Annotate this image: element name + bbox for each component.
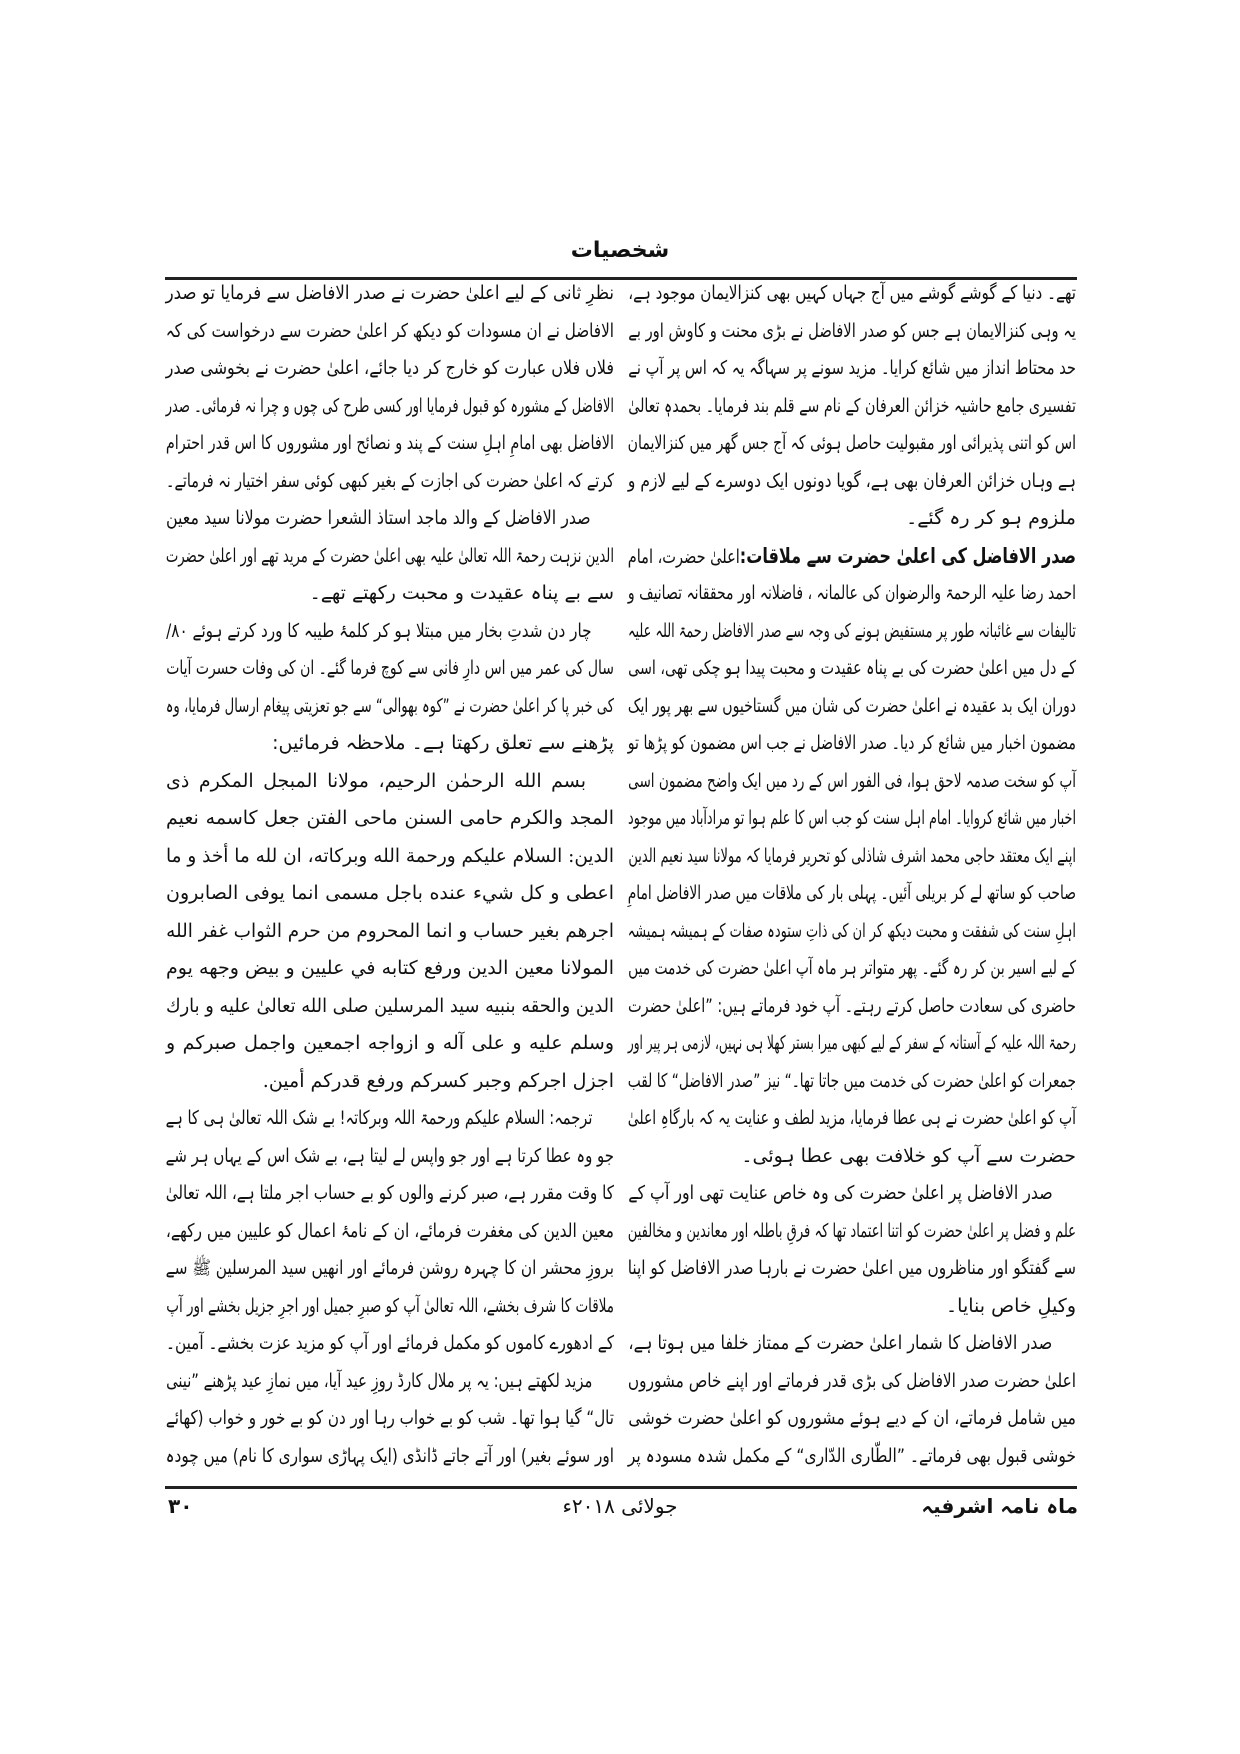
text-line: الافاضل کے مشورہ کو قبول فرمایا اور کسی طرح کی چوں و چرا نہ فرمائی۔ صدر bbox=[165, 394, 615, 417]
text-line: المجد والكرم حامی السنن ماحی الفتن جعل كاسمه نعيم bbox=[166, 807, 614, 829]
text-line: ملزوم ہو کر رہ گئے۔ bbox=[906, 507, 1076, 529]
text-line: اجزل اجركم وجبر كسركم ورفع قدركم أمين. bbox=[262, 1069, 614, 1092]
text-line: اجرهم بغير حساب و انما المحروم من حرم الثواب غفر الله bbox=[166, 919, 614, 942]
text-line: حد محتاط انداز میں شائع کرایا۔ مزید سونے پر سہاگہ یہ کہ اس پر آپ نے bbox=[628, 357, 1076, 379]
text-line: جمعرات کو اعلیٰ حضرت کی خدمت میں جاتا تھا۔“ نیز ”صدر الافاضل“ کا لقب bbox=[627, 1069, 1076, 1092]
text-line: الدين: السلام عليكم ورحمة الله وبركاته، ان لله ما أخذ و ما bbox=[165, 844, 614, 867]
left-column bbox=[166, 275, 614, 1475]
text-line: اہلِ سنت کی شفقت و محبت دیکھ کر ان کی ذاتِ ستودہ صفات کے ہمیشہ ہمیشہ bbox=[627, 919, 1076, 942]
text-line: المولانا معين الدين ورفع كتابه في عليين و بيض وجهه يوم bbox=[166, 957, 614, 979]
text-line: دوران ایک بد عقیدہ نے اعلیٰ حضرت کی شان میں گستاخیوں سے بھر پور ایک bbox=[627, 694, 1076, 717]
text-line: نظرِ ثانی کے لیے اعلیٰ حضرت نے صدر الافاضل سے فرمایا تو صدر bbox=[165, 282, 614, 304]
text-line: کی خبر پا کر اعلیٰ حضرت نے ”کوہ بھوالی“ سے جو تعزیتی پیغام ارسال فرمایا، وہ bbox=[165, 694, 615, 717]
text-line: کا وقت مقرر ہے، صبر کرنے والوں کو بے حساب اجر ملتا ہے، اللہ تعالیٰ bbox=[165, 1182, 614, 1204]
text-line: اعطى و كل شيء عنده باجل مسمى انما يوفى الصابرون bbox=[166, 882, 614, 904]
text-line: آپ کو اعلیٰ حضرت نے ہی عطا فرمایا، مزید لطف و عنایت یہ کہ بارگاہِ اعلیٰ bbox=[627, 1107, 1076, 1129]
text-line: حاضری کی سعادت حاصل کرتے رہتے۔ آپ خود فرماتے ہیں: ”اعلیٰ حضرت bbox=[628, 994, 1076, 1017]
text-line: تالیفات سے غائبانہ طور پر مستفیض ہونے کی وجہ سے صدر الافاضل رحمۃ اللہ علیہ bbox=[628, 619, 1076, 642]
text-line: سے گفتگو اور مناظروں میں اعلیٰ حضرت نے بارہا صدر الافاضل کو اپنا bbox=[627, 1257, 1076, 1279]
subheading: صدر الافاضل کی اعلیٰ حضرت سے ملاقات: bbox=[739, 543, 1076, 568]
text-line: سال کی عمر میں اس دارِ فانی سے کوچ فرما گئے۔ ان کی وفات حسرت آیات bbox=[166, 657, 614, 679]
text-line: اس کو اتنی پذیرائی اور مقبولیت حاصل ہوئی کہ آج جس گھر میں کنزالایمان bbox=[627, 432, 1076, 454]
text-line: بسم الله الرحمٰن الرحيم، مولانا المبجل المكرم ذی bbox=[166, 769, 586, 792]
text-line: الافاضل بھی امامِ اہلِ سنت کے پند و نصائح اور مشوروں کا اس قدر احترام bbox=[165, 432, 614, 454]
issue-date: جولائی ۲۰۱۸ء bbox=[562, 1494, 678, 1518]
text-line: جو وہ عطا کرتا ہے اور جو واپس لے لیتا ہے، بے شک اس کے یہاں ہر شے bbox=[165, 1144, 614, 1167]
text-line: اور سوئے بغیر) اور آتے جاتے ڈانڈی (ایک پہاڑی سواری کا نام) میں چودہ bbox=[165, 1444, 614, 1467]
footer-divider bbox=[165, 1486, 1077, 1489]
text-line: کے لیے اسیر بن کر رہ گئے۔ پھر متواتر ہر ماہ آپ اعلیٰ حضرت کی خدمت میں bbox=[628, 957, 1076, 979]
text-line: ترجمہ: السلام علیکم ورحمۃ اللہ وبرکاتہ! بے شک اللہ تعالیٰ ہی کا ہے bbox=[165, 1107, 593, 1129]
text-line: تھے۔ دنیا کے گوشے گوشے میں آج جہاں کہیں بھی کنزالایمان موجود ہے، bbox=[628, 282, 1076, 304]
text-line: حضرت سے آپ کو خلافت بھی عطا ہوئی۔ bbox=[741, 1144, 1076, 1167]
text-line: صدر الافاضل پر اعلیٰ حضرت کی وہ خاص عنایت تھی اور آپ کے bbox=[628, 1182, 1053, 1204]
text-line: مزید لکھتے ہیں: یہ پر ملال کارڈ روزِ عید آیا، میں نمازِ عید پڑھنے ”نینی bbox=[166, 1369, 593, 1392]
text-line: فلاں فلاں عبارت کو خارج کر دیا جائے، اعلیٰ حضرت نے بخوشی صدر bbox=[165, 357, 614, 379]
text-line: اخبار میں شائع کروایا۔ امام اہل سنت کو جب اس کا علم ہوا تو مرادآباد میں موجود bbox=[628, 807, 1076, 829]
text-line: کے دل میں اعلیٰ حضرت کی بے پناہ عقیدت و محبت پیدا ہو چکی تھی، اسی bbox=[628, 657, 1076, 679]
text-line: چار دن شدتِ بخار میں مبتلا ہو کر کلمۂ طیبہ کا ورد کرتے ہوئے ۸۰/ bbox=[166, 619, 592, 642]
text-line: تفسیری جامع حاشیہ خزائن العرفان کے نام سے قلم بند فرمایا۔ بحمدہٖ تعالیٰ bbox=[628, 394, 1076, 417]
text-line: کے ادھورے کاموں کو مکمل فرمائے اور آپ کو مزید عزت بخشے۔ آمین۔ bbox=[165, 1332, 614, 1354]
text-line: صدر الافاضل کا شمار اعلیٰ حضرت کے ممتاز خلفا میں ہوتا ہے، bbox=[628, 1332, 1053, 1354]
text-line: بروزِ محشر ان کا چہرہ روشن فرمائے اور انھیں سید المرسلین ﷺ سے bbox=[165, 1257, 614, 1279]
text-line: مضمون اخبار میں شائع کر دیا۔ صدر الافاضل نے جب اس مضمون کو پڑھا تو bbox=[627, 732, 1076, 754]
text-line: میں شامل فرماتے، ان کے دیے ہوئے مشوروں کو اعلیٰ حضرت خوشی bbox=[628, 1407, 1076, 1429]
text-line: یہ وہی کنزالایمان ہے جس کو صدر الافاضل نے بڑی محنت و کاوش اور بے bbox=[628, 319, 1076, 342]
text-line: الدین نزہت رحمۃ اللہ تعالیٰ علیہ بھی اعلیٰ حضرت کے مرید تھے اور اعلیٰ حضرت bbox=[165, 544, 615, 567]
text-line: کرتے کہ اعلیٰ حضرت کی اجازت کے بغیر کبھی کوئی سفر اختیار نہ فرماتے۔ bbox=[166, 469, 615, 492]
text-line: رحمۃ اللہ علیہ کے آستانہ کے سفر کے لیے کبھی میرا بستر کھلا ہی نہیں، لازمی ہر پیر اور bbox=[627, 1032, 1076, 1054]
text-line: وکیلِ خاص بنایا۔ bbox=[946, 1294, 1076, 1317]
text-line: اپنے ایک معتقد حاجی محمد اشرف شاذلی کو تحریر فرمایا کہ مولانا سید نعیم الدین bbox=[628, 844, 1076, 867]
text-line: اعلیٰ حضرت صدر الافاضل کی بڑی قدر فرماتے اور اپنے خاص مشوروں bbox=[627, 1369, 1076, 1392]
subheading-continuation: اعلیٰ حضرت، امام bbox=[627, 545, 740, 568]
text-line: آپ کو سخت صدمہ لاحق ہوا، فی الفور اس کے رد میں ایک واضح مضمون اسی bbox=[628, 769, 1076, 792]
section-title: شخصیات bbox=[570, 238, 670, 263]
text-line: معین الدین کی مغفرت فرمائے، ان کے نامۂ اعمال کو علیین میں رکھے، bbox=[165, 1219, 614, 1242]
text-line: صاحب کو ساتھ لے کر بریلی آئیں۔ پہلی بار کی ملاقات میں صدر الافاضل امامِ bbox=[627, 882, 1076, 904]
text-line: ہے وہاں خزائن العرفان بھی ہے، گویا دونوں ایک دوسرے کے لیے لازم و bbox=[627, 469, 1076, 492]
text-line: خوشی قبول بھی فرماتے۔ ”الطّاری الدّاری“ کے مکمل شدہ مسودہ پر bbox=[627, 1444, 1076, 1467]
text-line: پڑھنے سے تعلق رکھتا ہے۔ ملاحظہ فرمائیں: bbox=[272, 732, 614, 754]
text-line: تال“ گیا ہوا تھا۔ شب کو بے خواب رہا اور دن کو بے خور و خواب (کھائے bbox=[165, 1407, 614, 1429]
page-number: ۳۰ bbox=[168, 1494, 193, 1518]
text-line: احمد رضا علیہ الرحمۃ والرضوان کی عالمانہ ، فاضلانہ اور محققانہ تصانیف و bbox=[627, 582, 1076, 604]
right-column bbox=[628, 275, 1076, 1475]
text-line: الدين والحقه بنبيه سيد المرسلين صلى الله تعالىٰ عليه و بارك bbox=[165, 994, 614, 1017]
text-line: سے بے پناہ عقیدت و محبت رکھتے تھے۔ bbox=[309, 582, 614, 604]
text-line: الافاضل نے ان مسودات کو دیکھ کر اعلیٰ حضرت سے درخواست کی کہ bbox=[165, 319, 614, 342]
text-line: وسلم عليه و على آله و ازواجه اجمعين واجمل صبركم و bbox=[166, 1032, 614, 1054]
magazine-name: ماہ نامہ اشرفیہ bbox=[921, 1494, 1078, 1518]
text-line: علم و فضل پر اعلیٰ حضرت کو اتنا اعتماد تھا کہ فرقِ باطلہ اور معاندین و مخالفین bbox=[627, 1219, 1076, 1242]
text-line: ملاقات کا شرف بخشے، اللہ تعالیٰ آپ کو صبرِ جمیل اور اجرِ جزیل بخشے اور آپ bbox=[166, 1294, 614, 1317]
text-line: صدر الافاضل کے والد ماجد استاذ الشعرا حضرت مولانا سید معین bbox=[165, 507, 591, 529]
text-line bbox=[627, 538, 1076, 576]
